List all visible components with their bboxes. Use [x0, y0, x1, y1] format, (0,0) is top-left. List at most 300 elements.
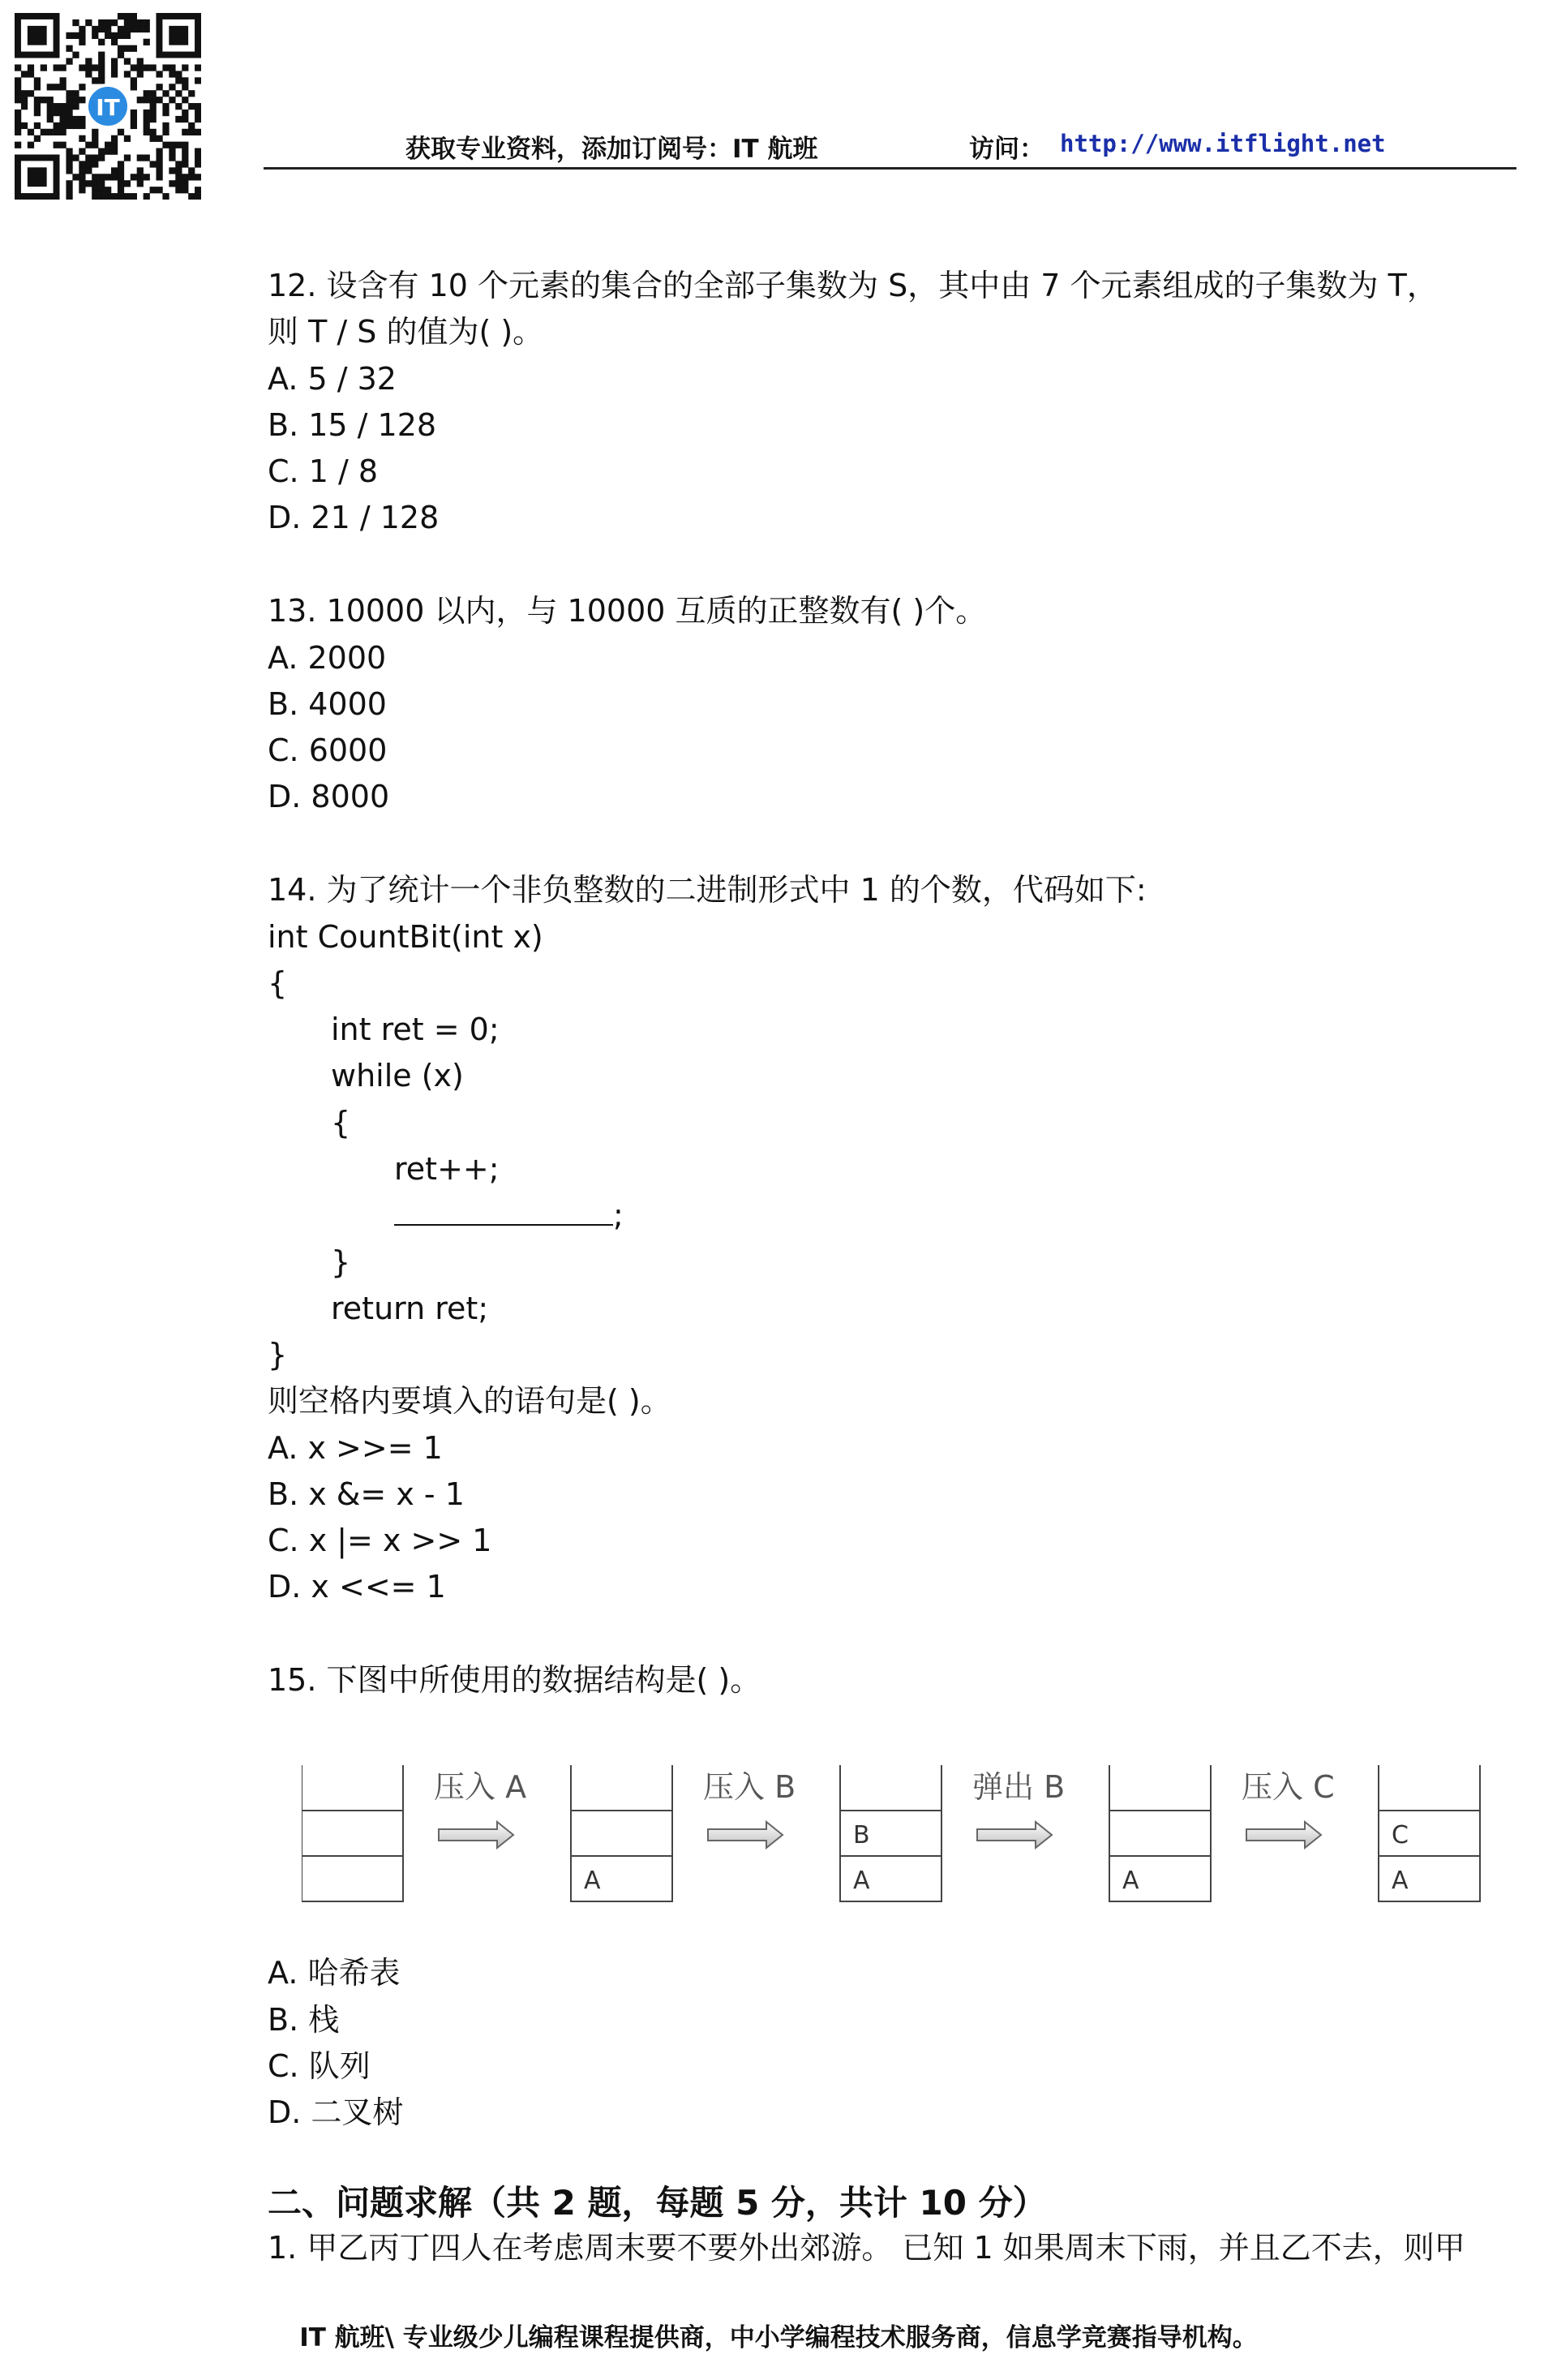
qr-module [144, 122, 150, 129]
qr-module [182, 154, 188, 161]
qr-module [111, 148, 118, 155]
q15-option-c: C. 队列 [268, 2048, 371, 2084]
qr-module [98, 71, 105, 77]
qr-module [98, 193, 105, 200]
qr-module [182, 84, 188, 90]
qr-module [162, 103, 169, 110]
qr-module [156, 71, 162, 77]
q14-code-line-9: return ret; [331, 1291, 489, 1326]
qr-module [162, 193, 169, 200]
qr-module [137, 26, 144, 32]
qr-module [79, 180, 85, 187]
qr-module [15, 116, 21, 122]
qr-module [79, 97, 85, 103]
qr-module [124, 19, 131, 26]
qr-module [66, 167, 72, 174]
qr-module [98, 64, 105, 71]
qr-module [195, 154, 201, 161]
qr-module [150, 161, 157, 167]
qr-module [111, 64, 118, 71]
qr-module [182, 77, 188, 84]
qr-module [175, 103, 182, 110]
q13-option-c: C. 6000 [268, 732, 388, 768]
qr-module [98, 19, 105, 26]
page-header [264, 122, 1516, 170]
qr-module [66, 116, 72, 122]
qr-module [175, 180, 182, 187]
qr-module [15, 64, 21, 71]
q15-stem: 15. 下图中所使用的数据结构是( )。 [268, 1662, 761, 1698]
qr-module [162, 122, 169, 129]
qr-module [188, 103, 195, 110]
qr-module [111, 32, 118, 39]
qr-module [144, 174, 150, 180]
qr-module [72, 97, 79, 103]
qr-module [66, 180, 72, 187]
qr-module [150, 103, 157, 110]
qr-module [41, 64, 47, 71]
qr-module [131, 26, 137, 32]
q14-code-line-6: ret++; [394, 1151, 500, 1187]
qr-module [92, 161, 98, 167]
qr-module [28, 142, 34, 148]
q12-option-d: D. 21 / 128 [268, 500, 440, 535]
q13-stem: 13. 10000 以内，与 10000 互质的正整数有( )个。 [268, 593, 987, 629]
stack-4 [1109, 1765, 1211, 1901]
qr-module [60, 77, 66, 84]
qr-module [169, 142, 175, 148]
qr-module [124, 58, 131, 65]
qr-module [182, 64, 188, 71]
qr-module [169, 97, 175, 103]
qr-module [92, 193, 98, 200]
qr-module [162, 110, 169, 116]
stack-cell-label: A [1392, 1867, 1409, 1895]
qr-module [144, 39, 150, 45]
header-visit-label: 访问： [969, 135, 1044, 164]
operation-arrow-3 [972, 1769, 1065, 1848]
qr-module [85, 64, 92, 71]
qr-module [137, 71, 144, 77]
qr-module [137, 97, 144, 103]
qr-module [79, 122, 85, 129]
qr-module [79, 187, 85, 193]
qr-module [15, 129, 21, 135]
qr-module [72, 32, 79, 39]
qr-module [118, 129, 124, 135]
qr-module [131, 116, 137, 122]
qr-module [124, 26, 131, 32]
qr-module [162, 64, 169, 71]
qr-module [144, 26, 150, 32]
qr-module [66, 32, 72, 39]
qr-module [92, 187, 98, 193]
qr-module [66, 45, 72, 52]
qr-module [150, 90, 157, 97]
qr-module [118, 180, 124, 187]
qr-module [79, 116, 85, 122]
qr-module [195, 129, 201, 135]
qr-module [175, 71, 182, 77]
qr-module [175, 142, 182, 148]
q15-option-b: B. 栈 [268, 2002, 340, 2038]
qr-module [79, 161, 85, 167]
qr-module [156, 84, 162, 90]
right-arrow-icon [977, 1822, 1052, 1848]
qr-module [118, 52, 124, 58]
qr-module [111, 167, 118, 174]
qr-module [195, 103, 201, 110]
header-url-link[interactable]: http://www.itflight.net [1060, 130, 1386, 157]
qr-module [98, 148, 105, 155]
qr-module [195, 187, 201, 193]
qr-module [15, 84, 21, 90]
qr-module [28, 129, 34, 135]
qr-module [21, 122, 28, 129]
qr-module [144, 19, 150, 26]
qr-module [131, 84, 137, 90]
qr-module [195, 116, 201, 122]
qr-module [15, 122, 21, 129]
qr-module [118, 167, 124, 174]
qr-module [144, 116, 150, 122]
qr-module [175, 187, 182, 193]
qr-module [72, 174, 79, 180]
qr-module [21, 90, 28, 97]
qr-module [66, 161, 72, 167]
qr-module [124, 13, 131, 19]
q14-code-line-blank [394, 1192, 624, 1239]
qr-module [195, 64, 201, 71]
qr-module [131, 110, 137, 116]
qr-module [21, 97, 28, 103]
header-brand-text: 获取专业资料，添加订阅号：IT 航班 [405, 135, 818, 164]
qr-module [72, 154, 79, 161]
qr-module [124, 45, 131, 52]
qr-module [105, 19, 111, 26]
qr-module [118, 187, 124, 193]
qr-module [60, 122, 66, 129]
qr-module [21, 71, 28, 77]
qr-module [105, 174, 111, 180]
qr-module [175, 167, 182, 174]
fill-in-blank [394, 1196, 613, 1226]
stack-5 [1379, 1765, 1480, 1901]
qr-module [182, 116, 188, 122]
qr-module [34, 77, 41, 84]
qr-module [92, 129, 98, 135]
qr-module [79, 135, 85, 142]
qr-module [79, 64, 85, 71]
qr-logo-text: IT [96, 94, 120, 121]
qr-module [118, 13, 124, 19]
qr-module [150, 187, 157, 193]
qr-module [169, 64, 175, 71]
qr-module [144, 129, 150, 135]
qr-module [182, 187, 188, 193]
qr-module [105, 32, 111, 39]
qr-module [34, 135, 41, 142]
stack-diagram [302, 1760, 1486, 1906]
page-footer: IT 航班\ 专业级少儿编程课程提供商，中小学编程技术服务商，信息学竞赛指导机构。 [299, 2323, 1258, 2352]
qr-module [79, 167, 85, 174]
qr-module [47, 116, 54, 122]
qr-module [150, 110, 157, 116]
qr-module [182, 180, 188, 187]
qr-module [15, 97, 21, 103]
qr-module [144, 193, 150, 200]
qr-module [169, 71, 175, 77]
qr-module [118, 45, 124, 52]
qr-module [85, 167, 92, 174]
qr-code [15, 13, 201, 200]
qr-module [156, 154, 162, 161]
qr-module [34, 97, 41, 103]
qr-module [66, 187, 72, 193]
qr-module [162, 142, 169, 148]
q12-stem-line1: 12. 设含有 10 个元素的集合的全部子集数为 S，其中由 7 个元素组成的子集数为 T， [268, 268, 1438, 303]
qr-module [34, 84, 41, 90]
qr-module [34, 110, 41, 116]
qr-module [182, 110, 188, 116]
qr-module [137, 64, 144, 71]
qr-module [92, 142, 98, 148]
q13-option-d: D. 8000 [268, 779, 390, 814]
qr-module [182, 97, 188, 103]
qr-module [85, 154, 92, 161]
operation-arrow-1 [434, 1769, 526, 1848]
operation-label: 压入 C [1242, 1769, 1335, 1805]
qr-module [98, 58, 105, 65]
qr-code-graphic [15, 13, 201, 200]
right-arrow-icon [439, 1822, 513, 1848]
qr-module [15, 110, 21, 116]
qr-module [156, 148, 162, 155]
qr-module [85, 180, 92, 187]
qr-module [137, 19, 144, 26]
q14-code-line-4: while (x) [331, 1058, 464, 1093]
qr-module [98, 77, 105, 84]
qr-module [175, 90, 182, 97]
qr-module [105, 148, 111, 155]
qr-module [175, 161, 182, 167]
q12-option-b: B. 15 / 128 [268, 407, 437, 443]
qr-module [162, 90, 169, 97]
qr-module [124, 180, 131, 187]
qr-module [66, 97, 72, 103]
qr-module [47, 97, 54, 103]
q13-option-a: A. 2000 [268, 640, 387, 676]
qr-module [92, 180, 98, 187]
q14-code-line-7: ; [613, 1197, 624, 1233]
qr-module [169, 84, 175, 90]
qr-module [79, 32, 85, 39]
qr-module [79, 39, 85, 45]
qr-module [47, 110, 54, 116]
qr-module [66, 193, 72, 200]
qr-finder-inner [28, 167, 47, 187]
q15-option-d: D. 二叉树 [268, 2094, 404, 2130]
qr-module [144, 64, 150, 71]
qr-module [79, 84, 85, 90]
qr-module [124, 193, 131, 200]
qr-module [144, 97, 150, 103]
qr-module [54, 142, 60, 148]
qr-module [66, 58, 72, 65]
qr-module [92, 154, 98, 161]
q14-option-b: B. x &= x - 1 [268, 1476, 465, 1512]
qr-module [105, 26, 111, 32]
qr-module [156, 187, 162, 193]
stack-cell-label: B [853, 1821, 870, 1849]
q14-code-line-3: int ret = 0; [331, 1012, 500, 1047]
stack-cell-label: A [853, 1867, 870, 1895]
qr-module [60, 110, 66, 116]
qr-module [137, 174, 144, 180]
qr-module [169, 167, 175, 174]
qr-module [66, 103, 72, 110]
qr-module [175, 116, 182, 122]
qr-module [124, 71, 131, 77]
qr-module [169, 180, 175, 187]
qr-module [195, 148, 201, 155]
q12-option-a: A. 5 / 32 [268, 361, 397, 397]
stack-walls [302, 1765, 403, 1901]
qr-module [60, 116, 66, 122]
qr-module [92, 32, 98, 39]
qr-module [162, 129, 169, 135]
qr-module [137, 167, 144, 174]
qr-module [28, 90, 34, 97]
qr-module [47, 84, 54, 90]
qr-module [105, 193, 111, 200]
qr-module [28, 64, 34, 71]
qr-module [47, 129, 54, 135]
qr-module [54, 129, 60, 135]
qr-module [111, 71, 118, 77]
qr-module [85, 142, 92, 148]
qr-module [188, 129, 195, 135]
q14-prompt: 则空格内要填入的语句是( )。 [268, 1383, 671, 1419]
qr-module [111, 142, 118, 148]
qr-module [182, 174, 188, 180]
qr-module [182, 129, 188, 135]
qr-module [34, 122, 41, 129]
qr-module [188, 167, 195, 174]
qr-module [156, 135, 162, 142]
qr-module [54, 103, 60, 110]
qr-module [137, 58, 144, 65]
qr-module [156, 174, 162, 180]
operation-arrow-2 [703, 1769, 796, 1848]
q13-option-b: B. 4000 [268, 686, 387, 722]
qr-finder-inner [28, 26, 47, 45]
qr-module [150, 116, 157, 122]
qr-module [72, 103, 79, 110]
right-arrow-icon [708, 1822, 783, 1848]
qr-module [66, 90, 72, 97]
qr-module [72, 52, 79, 58]
qr-module [131, 193, 137, 200]
qr-module [182, 142, 188, 148]
qr-module [15, 142, 21, 148]
qr-module [92, 64, 98, 71]
qr-module [175, 174, 182, 180]
qr-module [54, 84, 60, 90]
qr-module [144, 90, 150, 97]
q14-code-line-2: { [268, 965, 288, 1001]
qr-module [72, 90, 79, 97]
qr-module [169, 148, 175, 155]
qr-module [60, 142, 66, 148]
qr-module [131, 77, 137, 84]
section2-q1-line: 1. 甲乙丙丁四人在考虑周末要不要外出郊游。 已知 1 如果周末下雨，并且乙不去，则甲 [268, 2230, 1465, 2266]
q14-stem: 14. 为了统计一个非负整数的二进制形式中 1 的个数，代码如下: [268, 872, 1147, 908]
qr-module [79, 174, 85, 180]
qr-module [195, 110, 201, 116]
qr-module [72, 19, 79, 26]
qr-module [124, 32, 131, 39]
qr-module [92, 26, 98, 32]
qr-module [124, 135, 131, 142]
qr-module [188, 193, 195, 200]
qr-module [92, 174, 98, 180]
qr-module [79, 26, 85, 32]
qr-module [92, 77, 98, 84]
qr-module [111, 135, 118, 142]
qr-module [72, 116, 79, 122]
qr-module [98, 26, 105, 32]
qr-module [156, 161, 162, 167]
qr-module [195, 193, 201, 200]
qr-module [60, 64, 66, 71]
qr-module [15, 77, 21, 84]
qr-module [150, 64, 157, 71]
q12-option-c: C. 1 / 8 [268, 453, 379, 489]
qr-module [118, 174, 124, 180]
qr-module [92, 135, 98, 142]
qr-module [41, 97, 47, 103]
qr-module [195, 174, 201, 180]
qr-module [54, 64, 60, 71]
operation-label: 弹出 B [972, 1769, 1066, 1805]
qr-module [85, 58, 92, 65]
stack-2 [571, 1765, 672, 1901]
qr-module [54, 122, 60, 129]
qr-module [195, 161, 201, 167]
qr-module [54, 110, 60, 116]
qr-module [105, 187, 111, 193]
qr-module [47, 103, 54, 110]
qr-module [182, 161, 188, 167]
qr-module [124, 154, 131, 161]
q14-code-line-8: } [331, 1244, 351, 1280]
qr-module [131, 122, 137, 129]
qr-module [137, 180, 144, 187]
q14-option-c: C. x |= x >> 1 [268, 1523, 492, 1558]
qr-module [195, 77, 201, 84]
qr-module [131, 64, 137, 71]
qr-module [66, 154, 72, 161]
stack-cell-label: C [1392, 1821, 1409, 1849]
qr-module [72, 122, 79, 129]
qr-module [131, 174, 137, 180]
qr-module [111, 193, 118, 200]
operation-label: 压入 B [703, 1769, 796, 1805]
qr-module [34, 103, 41, 110]
qr-module [21, 103, 28, 110]
q15-option-a: A. 哈希表 [268, 1955, 401, 1991]
